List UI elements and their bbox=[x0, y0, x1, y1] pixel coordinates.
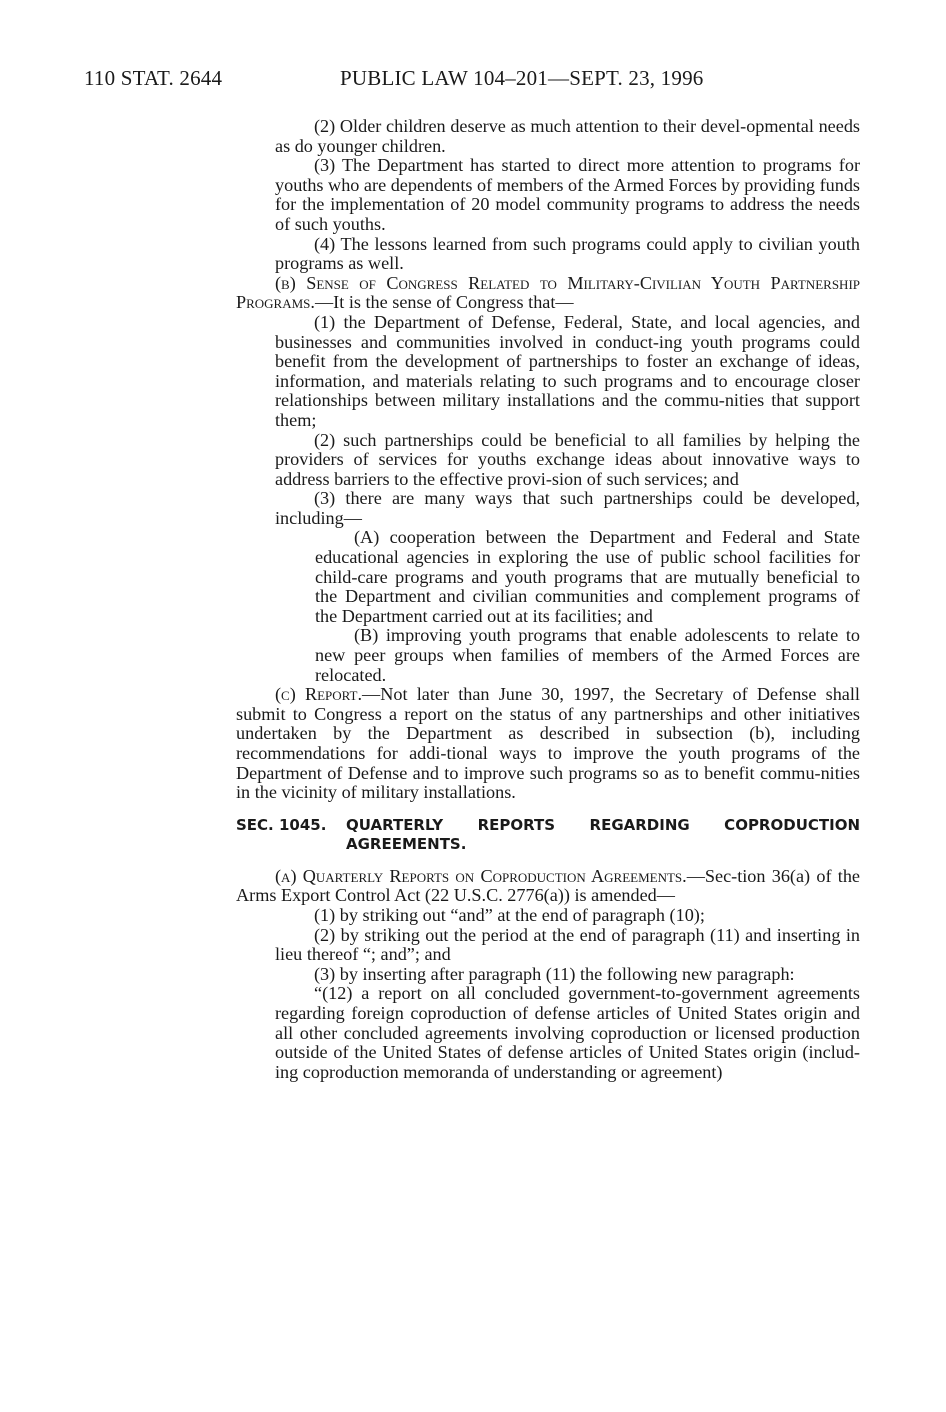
running-header bbox=[84, 66, 874, 96]
new-paragraph-12: “(12) a report on all concluded government-to-government agreements regarding foreign coproduction of defense articles of United States origin and all other concluded agreements involving coproduction or licensed production outside of the United States of defense articles of United States origin (includ-ing coproduction memoranda of understanding or agreement) bbox=[275, 983, 860, 1082]
subsection-c bbox=[236, 685, 860, 803]
subsection-c-text: —Not later than June 30, 1997, the Secretary of Defense shall submit to Congress a report on the status of any partnerships and other initiatives undertaken by the Department as described in subsection (b), including recommendations for addi-tional ways to improve the youth programs of the Department of Defense and to improve such programs so as to benefit commu-nities in the vicinity of military installations. bbox=[236, 684, 860, 803]
section-1045-subsection-a-text: —Sec-tion 36(a) of the Arms Export Control Act (22 U.S.C. 2776(a)) is amended— bbox=[236, 865, 861, 906]
section-title-line-1: QUARTERLY REPORTS REGARDING COPRODUCTION bbox=[346, 815, 860, 834]
amendment-1: (1) by striking out “and” at the end of paragraph (10); bbox=[314, 904, 705, 925]
paragraph-b2: (2) such partnerships could be beneficial to all families by helping the providers of services for youths exchange ideas about innovative ways to address barriers to the effective provi-sion of such services; and bbox=[275, 429, 860, 489]
section-heading bbox=[236, 816, 860, 854]
paragraph-b1: (1) the Department of Defense, Federal, State, and local agencies, and businesses and communities involved in conduct-ing youth programs could benefit from the development of partnerships to foster an exchange of ideas, information, and materials relating to such programs and to encourage closer relationships between military installations and the commu-nities that support them; bbox=[275, 311, 860, 430]
paragraph-a4: (4) The lessons learned from such programs could apply to civilian youth programs as well. bbox=[275, 233, 860, 274]
section-1045-subsection-a-heading: (a) Quarterly Reports on Coproduction Agreements. bbox=[275, 865, 687, 886]
section-1045-subsection-a bbox=[236, 867, 860, 906]
public-law-citation: PUBLIC LAW 104–201—SEPT. 23, 1996 bbox=[340, 66, 704, 90]
amendment-2: (2) by striking out the period at the end of paragraph (11) and inserting in lieu thereof “; and”; and bbox=[275, 924, 860, 965]
subsection-b-heading: (b) Sense of Congress Related to Military-Civilian Youth Partnership Programs. bbox=[236, 272, 860, 313]
subsection-c-heading: (c) Report. bbox=[275, 684, 363, 705]
subparagraph-b3b: (B) improving youth programs that enable adolescents to relate to new peer groups when families of members of the Armed Forces are relocated. bbox=[315, 625, 860, 685]
paragraph-a3: (3) The Department has started to direct more attention to programs for youths who are dependents of members of the Armed Forces by providing funds for the implementation of 20 model community programs to address the needs of such youths. bbox=[275, 155, 860, 234]
paragraph-b3: (3) there are many ways that such partnerships could be developed, including— bbox=[275, 488, 860, 528]
document-body bbox=[236, 117, 860, 1082]
paragraph-a2: (2) Older children deserve as much attention to their devel-opmental needs as do younger children. bbox=[275, 116, 860, 156]
subsection-b bbox=[236, 274, 860, 313]
subsection-b-text: —It is the sense of Congress that— bbox=[314, 292, 574, 313]
amendment-3: (3) by inserting after paragraph (11) the following new paragraph: bbox=[314, 963, 795, 984]
subparagraph-b3a: (A) cooperation between the Department and Federal and State educational agencies in exploring the use of public school facilities for child-care programs and youth programs that are mutually beneficial to the Department and civilian communities and complement programs of the Department carried out at its facilities; and bbox=[315, 527, 860, 626]
section-title-line-2: AGREEMENTS. bbox=[346, 834, 467, 853]
statute-citation: 110 STAT. 2644 bbox=[84, 66, 223, 90]
section-number: SEC. 1045. bbox=[236, 815, 327, 834]
